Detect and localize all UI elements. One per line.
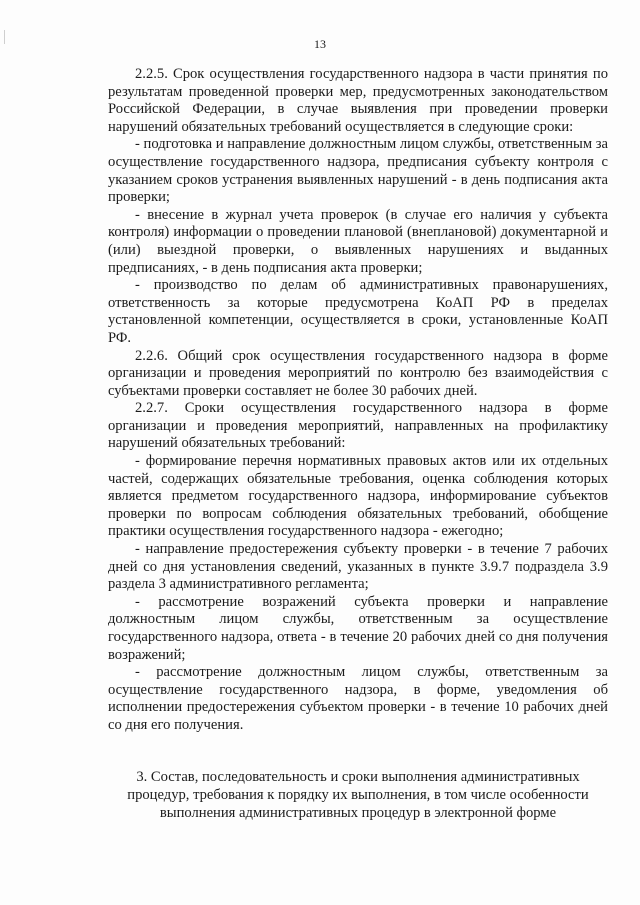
section-heading: 3. Состав, последовательность и сроки выполнения административных процедур, требования к порядку их выполнения, в том числе особенности выполнения административных процедур в электронной форме	[127, 768, 589, 821]
list-item-prescription: - подготовка и направление должностным лицом службы, ответственным за осуществление государственного надзора, предписания субъекту контроля с указанием сроков устранения выявленных нарушений - в день подписания акта проверки;	[108, 136, 608, 206]
list-item-journal-entry: - внесение в журнал учета проверок (в случае его наличия у субъекта контроля) информации о проведении плановой (внеплановой) документарной и (или) выездной проверки, о выявленных нарушениях и выданных предписаниях, - в день подписания акта проверки;	[108, 206, 608, 276]
list-item-warning: - направление предостережения субъекту проверки - в течение 7 рабочих дней со дня установления сведений, указанных в пункте 3.9.7 подраздела 3.9 раздела 3 административного регламента;	[108, 541, 608, 593]
list-item-legal-acts-list: - формирование перечня нормативных правовых актов или их отдельных частей, содержащих обязательные требования, оценка соблюдения которых является предметом государственного надзора, информирование субъектов проверки по вопросам соблюдения обязательных требований, обобщение практики осуществления государственного надзора - ежегодно;	[108, 453, 608, 540]
page-number: 13	[314, 37, 326, 51]
paragraph-2-2-6: 2.2.6. Общий срок осуществления государственного надзора в форме организации и проведения мероприятий по контролю без взаимодействия с субъектами проверки составляет не более 30 рабочих дней.	[108, 347, 608, 399]
list-item-offense-proceedings: - производство по делам об административных правонарушениях, ответственность за которые предусмотрена КоАП РФ в пределах установленной компетенции, осуществляется в сроки, установленные КоАП РФ.	[108, 277, 608, 346]
document-body	[108, 66, 608, 822]
list-item-objections: - рассмотрение возражений субъекта проверки и направление должностным лицом службы, ответственным за осуществление государственного надзора, ответа - в течение 20 рабочих дней со дня получения возражений;	[108, 593, 608, 663]
list-item-notification: - рассмотрение должностным лицом службы, ответственным за осуществление государственного надзора, в форме, уведомления об исполнении предостережения субъектом проверки - в течение 10 рабочих дней со дня его получения.	[108, 664, 608, 733]
paragraph-2-2-7: 2.2.7. Сроки осуществления государственного надзора в форме организации и проведения мероприятий, направленных на профилактику нарушений обязательных требований:	[108, 400, 608, 452]
paragraph-2-2-5: 2.2.5. Срок осуществления государственного надзора в части принятия по результатам проведенной проверки мер, предусмотренных законодательством Российской Федерации, в случае выявления при проведении проверки нарушений обязательных требований осуществляется в следующие сроки:	[108, 66, 608, 135]
